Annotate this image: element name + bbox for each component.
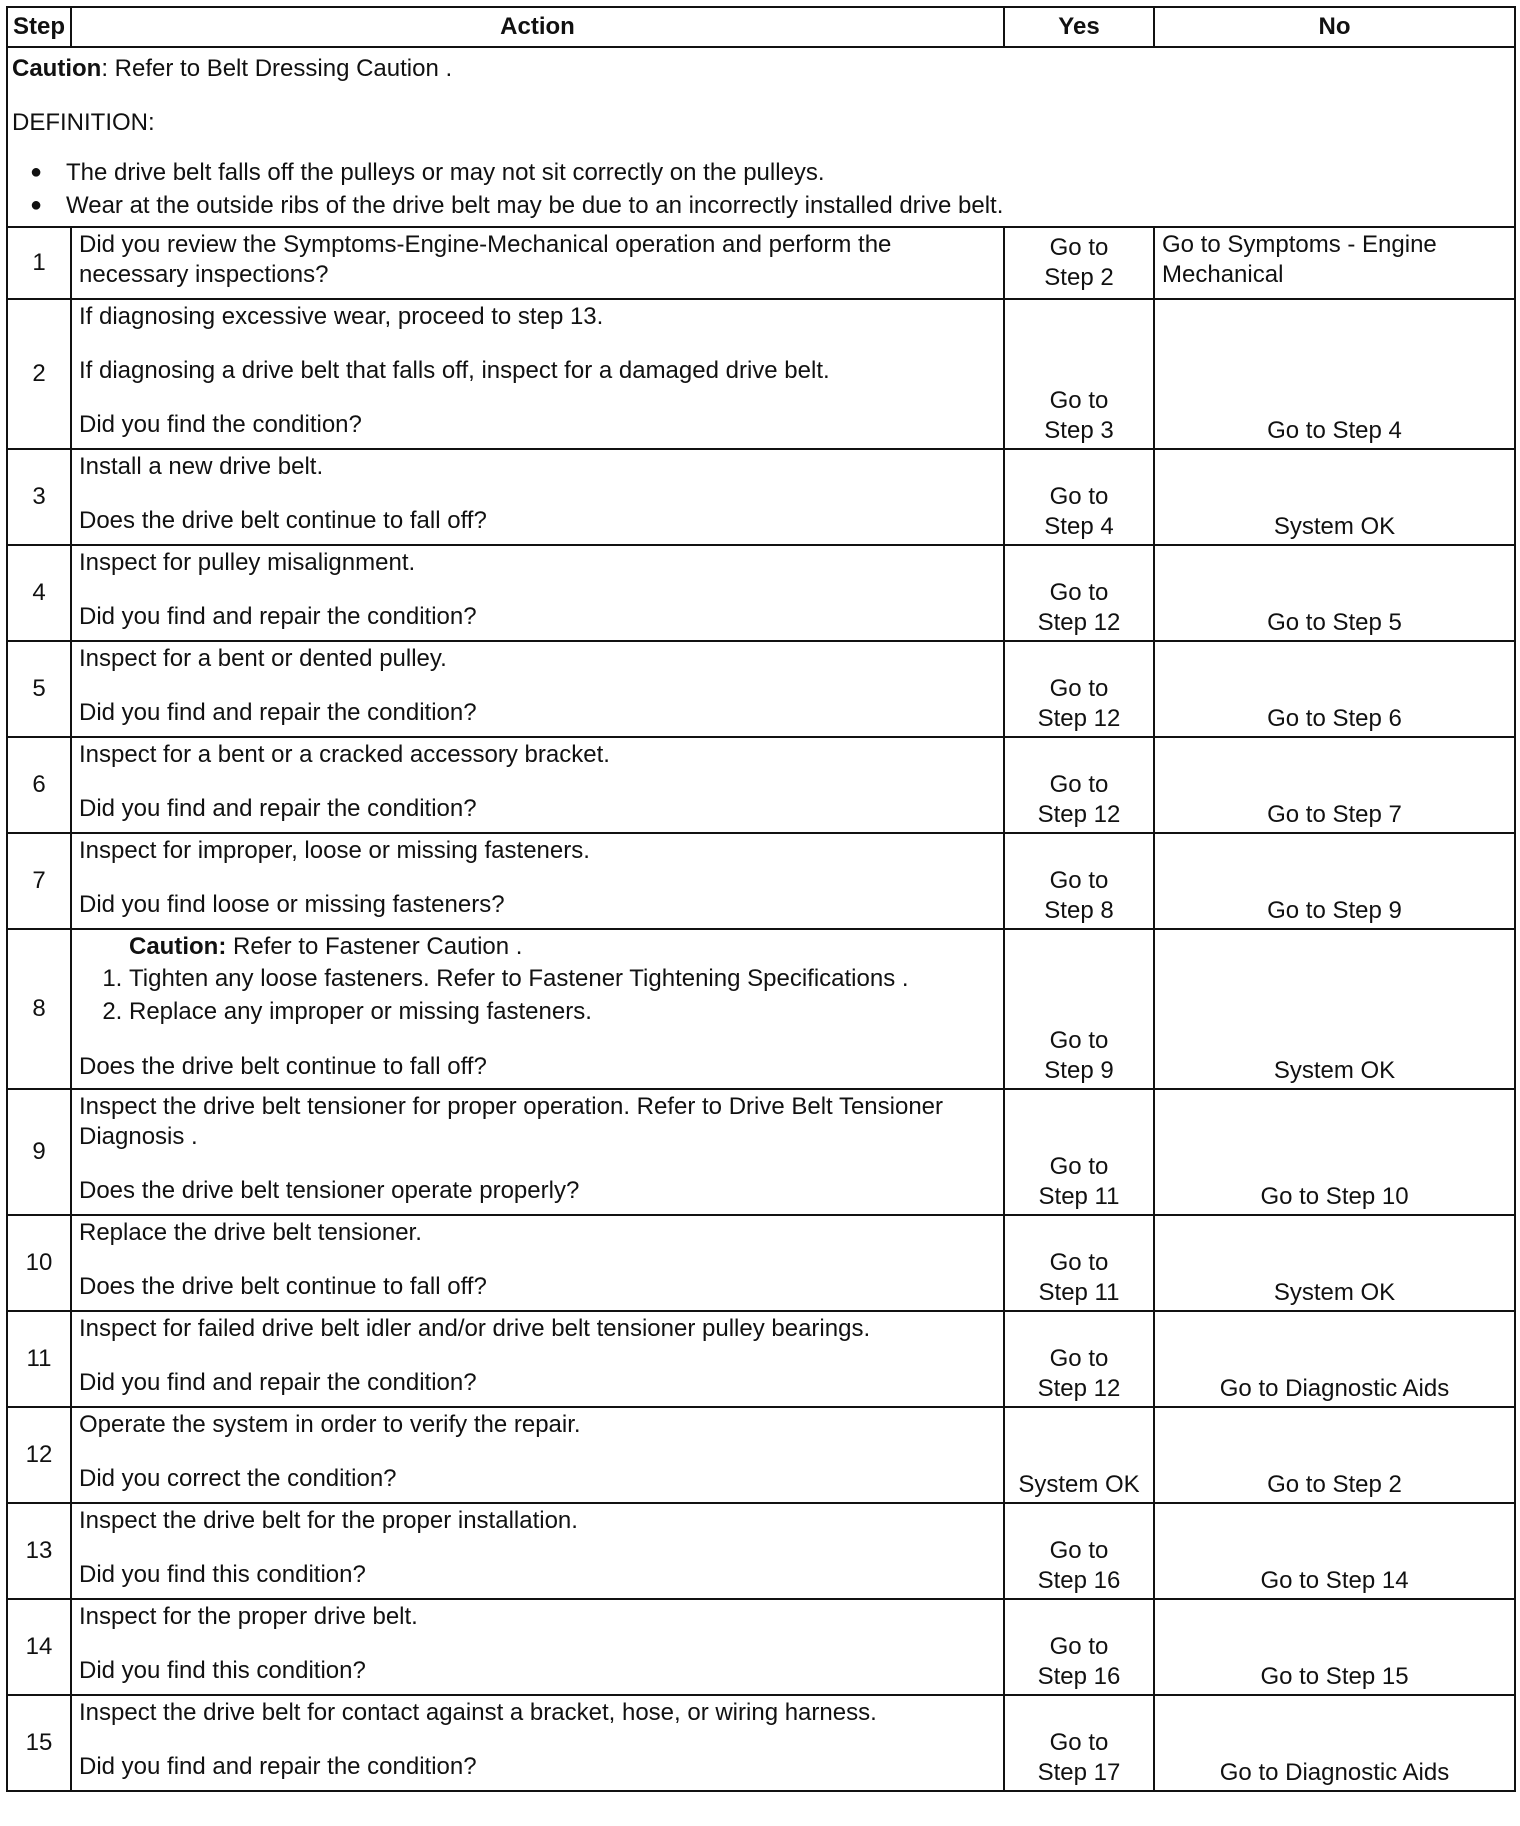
spacer [79,674,996,698]
action-cell [71,1311,1004,1407]
no-text: Go to Step 2 [1267,1471,1402,1498]
action-cell [71,449,1004,545]
step-question: Did you find and repair the condition? [79,1369,477,1396]
yes-text: Go to [1049,1153,1109,1180]
step-instruction: Replace the drive belt tensioner. [79,1219,422,1246]
no-result [1154,1089,1515,1215]
spacer [79,1728,996,1752]
substep-item: 1. Tighten any loose fasteners. Refer to Fastener Tightening Specifications . [129,962,996,995]
yes-text: Go to [1049,867,1109,894]
header-yes: Yes [1004,7,1154,47]
table-row [7,929,1515,1089]
step-number: 14 [7,1599,71,1695]
no-result [1154,1215,1515,1311]
definition-bullet: ● Wear at the outside ribs of the drive belt may be due to an incorrectly installed drive belt. [66,189,1510,222]
yes-text: Go to [1049,771,1109,798]
spacer [79,578,996,602]
step-number: 10 [7,1215,71,1311]
yes-text: Go to [1049,1537,1109,1564]
spacer [79,1536,996,1560]
no-result [1154,299,1515,449]
step-question: Does the drive belt continue to fall off? [79,507,487,534]
step-number: 8 [7,929,71,1089]
spacer [79,1248,996,1272]
action-cell [71,299,1004,449]
no-text: System OK [1273,513,1396,540]
step-number: 15 [7,1695,71,1791]
action-cell [71,929,1004,1089]
spacer [79,866,996,890]
intro-row [7,47,1515,227]
no-result [1154,1407,1515,1503]
substep-item: 2. Replace any improper or missing fasteners. [129,995,996,1028]
yes-text: Step 17 [1037,1759,1121,1786]
no-result [1154,1599,1515,1695]
no-text: Go to Step 14 [1260,1567,1409,1594]
intro-definition: DEFINITION: [12,109,155,136]
no-result [1154,1503,1515,1599]
yes-result [1004,299,1154,449]
header-row [7,7,1515,47]
no-result [1154,227,1515,299]
step-instruction: If diagnosing excessive wear, proceed to step 13. [79,303,604,330]
step-instruction: Inspect for the proper drive belt. [79,1603,418,1630]
no-text: Go to Step 5 [1267,609,1402,636]
step-question: Did you find and repair the condition? [79,795,477,822]
yes-text: Go to [1049,234,1109,261]
table-row [7,227,1515,299]
step-number: 4 [7,545,71,641]
step-instruction: Install a new drive belt. [79,453,324,480]
yes-text: Go to [1049,1249,1109,1276]
step-number: 2 [7,299,71,449]
yes-text: System OK [1018,1471,1140,1498]
step-caution-text: Refer to Fastener Caution . [226,933,523,960]
diagnostic-table [6,6,1516,1792]
yes-text: Step 9 [1044,1057,1114,1084]
yes-text: Go to [1049,387,1109,414]
yes-text: Step 12 [1037,1375,1121,1402]
spacer [79,1152,996,1176]
step-question: Did you find the condition? [79,411,362,438]
step-instruction: Did you review the Symptoms-Engine-Mechanical operation and perform the necessary inspections? [79,231,892,288]
step-number: 11 [7,1311,71,1407]
yes-result [1004,1407,1154,1503]
yes-text: Go to [1049,1345,1109,1372]
no-text: System OK [1273,1057,1396,1084]
spacer [79,332,996,356]
substep-list [79,962,996,1028]
yes-result [1004,1695,1154,1791]
spacer [79,1344,996,1368]
spacer [79,1440,996,1464]
action-cell [71,1695,1004,1791]
spacer [79,770,996,794]
step-instruction: Inspect the drive belt for contact against a bracket, hose, or wiring harness. [79,1699,877,1726]
yes-text: Go to [1049,579,1109,606]
definition-bullet: ● The drive belt falls off the pulleys or may not sit correctly on the pulleys. [66,156,1510,189]
no-text: Go to Step 15 [1260,1663,1409,1690]
step-caution [79,932,996,962]
yes-result [1004,1599,1154,1695]
yes-result [1004,227,1154,299]
no-result [1154,929,1515,1089]
yes-text: Step 12 [1037,609,1121,636]
step-number: 9 [7,1089,71,1215]
action-cell [71,1407,1004,1503]
yes-text: Go to [1049,483,1109,510]
step-question: Did you find loose or missing fasteners? [79,891,505,918]
yes-text: Step 16 [1037,1663,1121,1690]
yes-result [1004,1311,1154,1407]
step-question: Did you correct the condition? [79,1465,397,1492]
no-text: Go to Step 4 [1267,417,1402,444]
table-row [7,1599,1515,1695]
spacer [79,482,996,506]
step-number: 13 [7,1503,71,1599]
yes-text: Go to [1049,1729,1109,1756]
step-number: 6 [7,737,71,833]
intro-caution [12,54,1510,84]
no-text: System OK [1273,1279,1396,1306]
no-text: Go to Diagnostic Aids [1219,1375,1450,1402]
step-question: Does the drive belt continue to fall off? [79,1053,487,1080]
yes-text: Step 3 [1044,417,1114,444]
table-row [7,1695,1515,1791]
table-row [7,1311,1515,1407]
yes-text: Step 11 [1038,1183,1120,1210]
no-result [1154,833,1515,929]
intro-caution-text: : Refer to Belt Dressing Caution . [101,55,453,82]
action-cell [71,641,1004,737]
no-result [1154,449,1515,545]
yes-text: Go to [1049,675,1109,702]
step-instruction: Inspect for a bent or dented pulley. [79,645,447,672]
step-instruction: Inspect for pulley misalignment. [79,549,416,576]
definition-list [12,156,1510,222]
step-question: Did you find and repair the condition? [79,1753,477,1780]
table-row [7,299,1515,449]
table-row [7,545,1515,641]
yes-result [1004,833,1154,929]
no-result [1154,1695,1515,1791]
no-text: Go to Symptoms - Engine Mechanical [1162,231,1437,288]
step-question: Did you find this condition? [79,1657,366,1684]
step-number: 1 [7,227,71,299]
step-number: 12 [7,1407,71,1503]
yes-text: Step 12 [1037,801,1121,828]
step-number: 5 [7,641,71,737]
yes-result [1004,737,1154,833]
action-cell [71,1089,1004,1215]
no-text: Go to Step 7 [1267,801,1402,828]
no-text: Go to Step 10 [1260,1183,1409,1210]
header-no: No [1154,7,1515,47]
action-cell [71,1599,1004,1695]
action-cell [71,833,1004,929]
no-result [1154,1311,1515,1407]
table-row [7,1503,1515,1599]
action-cell [71,545,1004,641]
diagnostic-table-container [6,6,1514,1792]
header-action: Action [71,7,1004,47]
step-question: Did you find and repair the condition? [79,699,477,726]
step-question: Did you find and repair the condition? [79,603,477,630]
yes-text: Step 4 [1044,513,1114,540]
yes-result [1004,1089,1154,1215]
step-question: Does the drive belt tensioner operate properly? [79,1177,580,1204]
no-text: Go to Step 6 [1267,705,1402,732]
step-instruction: Inspect the drive belt for the proper installation. [79,1507,578,1534]
yes-result [1004,641,1154,737]
step-instruction: If diagnosing a drive belt that falls off, inspect for a damaged drive belt. [79,357,830,384]
table-row [7,1215,1515,1311]
yes-text: Step 16 [1037,1567,1121,1594]
no-text: Go to Step 9 [1267,897,1402,924]
step-question: Did you find this condition? [79,1561,366,1588]
yes-result [1004,929,1154,1089]
step-instruction: Inspect for a bent or a cracked accessory bracket. [79,741,610,768]
intro-cell [7,47,1515,227]
step-instruction: Operate the system in order to verify the repair. [79,1411,581,1438]
spacer [79,1632,996,1656]
yes-text: Go to [1049,1633,1109,1660]
step-caution-label: Caution: [129,933,227,960]
header-step: Step [7,7,71,47]
action-cell [71,1503,1004,1599]
yes-result [1004,545,1154,641]
step-instruction: Inspect for failed drive belt idler and/or drive belt tensioner pulley bearings. [79,1315,871,1342]
table-row [7,449,1515,545]
step-number: 3 [7,449,71,545]
action-cell [71,737,1004,833]
action-cell [71,1215,1004,1311]
step-question: Does the drive belt continue to fall off? [79,1273,487,1300]
spacer [79,1028,996,1052]
table-row [7,1089,1515,1215]
yes-result [1004,1503,1154,1599]
no-result [1154,641,1515,737]
yes-text: Step 12 [1037,705,1121,732]
table-row [7,737,1515,833]
yes-result [1004,1215,1154,1311]
intro-caution-label: Caution [12,55,102,82]
no-result [1154,737,1515,833]
action-cell [71,227,1004,299]
step-instruction: Inspect for improper, loose or missing fasteners. [79,837,590,864]
table-row [7,833,1515,929]
yes-text: Step 11 [1038,1279,1120,1306]
table-row [7,641,1515,737]
step-instruction: Inspect the drive belt tensioner for proper operation. Refer to Drive Belt Tensioner Diagnosis . [79,1093,944,1150]
table-row [7,1407,1515,1503]
yes-text: Step 2 [1044,264,1114,291]
yes-result [1004,449,1154,545]
yes-text: Go to [1049,1027,1109,1054]
step-number: 7 [7,833,71,929]
no-text: Go to Diagnostic Aids [1219,1759,1450,1786]
spacer [79,386,996,410]
no-result [1154,545,1515,641]
yes-text: Step 8 [1044,897,1114,924]
